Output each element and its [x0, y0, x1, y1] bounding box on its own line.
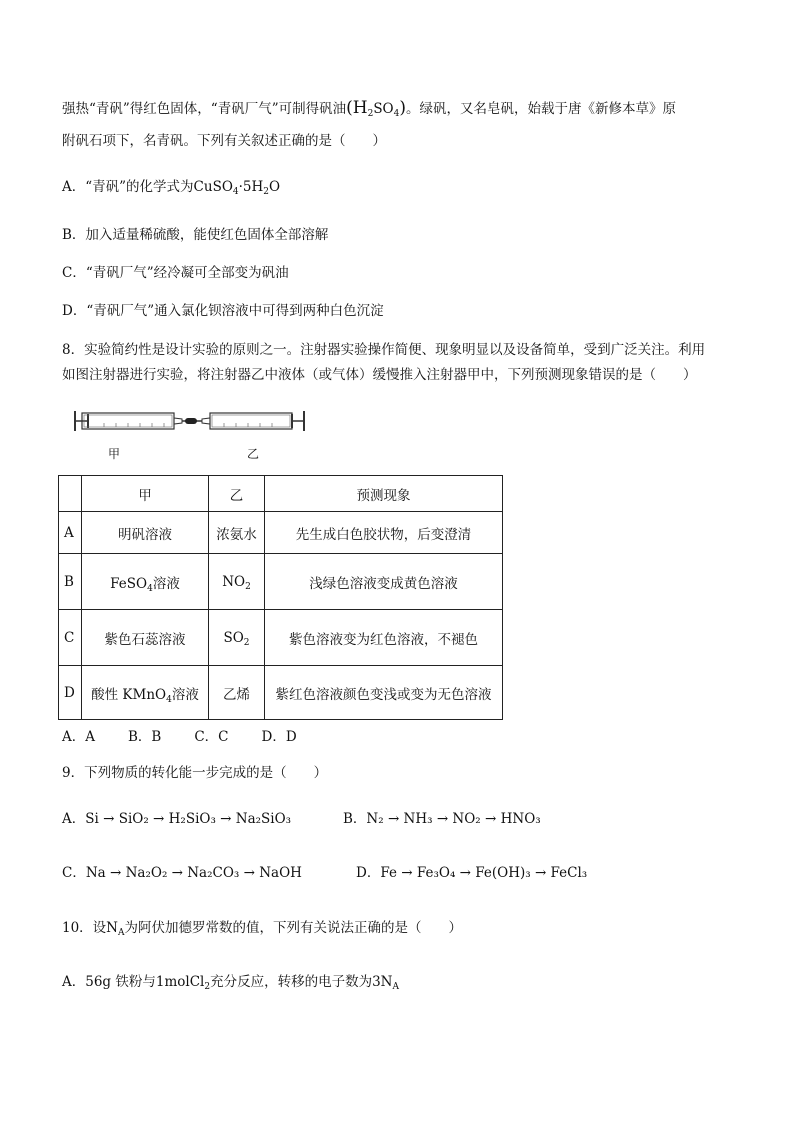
q9-option-c: C．Na → Na₂O₂ → Na₂CO₃ → NaOH: [62, 865, 302, 881]
connector-tube-icon: [182, 418, 202, 424]
q7-stem-line1: 强热“青矾”得红色固体，“青矾厂气”可制得矾油$(H_2SO_4)$。绿矾，又名皂矾，始载于唐《新修本草》原: [62, 98, 677, 119]
label-yi: 乙: [247, 447, 260, 461]
header-yi: 乙: [209, 476, 265, 512]
syringe-yi-icon: [202, 411, 304, 431]
table-row: B FeSO$_4$溶液 $NO_2$ 浅绿色溶液变成黄色溶液: [59, 554, 503, 610]
header-phenomenon: 预测现象: [265, 476, 503, 512]
q9-option-b: B．N₂ → NH₃ → NO₂ → HNO₃: [343, 811, 541, 827]
q9-stem: 9．下列物质的转化能一步完成的是（ ）: [62, 765, 328, 781]
q7-option-b: B．加入适量稀硫酸，能使红色固体全部溶解: [62, 227, 329, 243]
q8-choice-b: B．B: [128, 729, 162, 745]
table-row: C 紫色石蕊溶液 $SO_2$ 紫色溶液变为红色溶液，不褪色: [59, 610, 503, 666]
q8-choice-d: D．D: [261, 729, 297, 745]
q8-stem-line1: 8．实验简约性是设计实验的原则之一。注射器实验操作简便、现象明显以及设备简单，受到广泛关注。利用: [62, 342, 706, 358]
q7-option-c: C．“青矾厂气”经冷凝可全部变为矾油: [62, 265, 289, 281]
q7-stem-line2: 附矾石项下，名青矾。下列有关叙述正确的是（ ）: [62, 133, 386, 149]
q8-choice-a: A．A: [62, 729, 95, 745]
table-header-row: [59, 476, 503, 512]
q9-option-a: A．Si → SiO₂ → H₂SiO₃ → Na₂SiO₃: [62, 811, 292, 827]
table-row: D 酸性 KMnO$_4$溶液 乙烯 紫红色溶液颜色变浅或变为无色溶液: [59, 666, 503, 720]
label-jia: 甲: [108, 447, 121, 461]
q7-option-d: D．“青矾厂气”通入氯化钡溶液中可得到两种白色沉淀: [62, 303, 384, 319]
q8-stem-line2: 如图注射器进行实验，将注射器乙中液体（或气体）缓慢推入注射器甲中，下列预测现象错误的是（ ）: [62, 367, 697, 383]
q9-option-d: D．Fe → Fe₃O₄ → Fe(OH)₃ → FeCl₃: [356, 865, 588, 881]
q7-option-a: A．“青矾”的化学式为$CuSO_4\cdot 5H_2O$: [62, 179, 281, 197]
experiment-table: [58, 475, 503, 720]
header-jia: 甲: [82, 476, 209, 512]
q8-choice-c: C．C: [194, 729, 229, 745]
q10-option-a: A．56g 铁粉与1molCl$_2$充分反应，转移的电子数为$3N_A$: [62, 974, 399, 992]
table-row: A 明矾溶液 浓氨水 先生成白色胶状物，后变澄清: [59, 512, 503, 554]
q8-choices: [62, 725, 330, 745]
syringe-diagram: [74, 406, 306, 436]
q10-stem: 10．设$N_A$为阿伏加德罗常数的值，下列有关说法正确的是（ ）: [62, 920, 462, 938]
syringe-jia-icon: [75, 411, 182, 431]
